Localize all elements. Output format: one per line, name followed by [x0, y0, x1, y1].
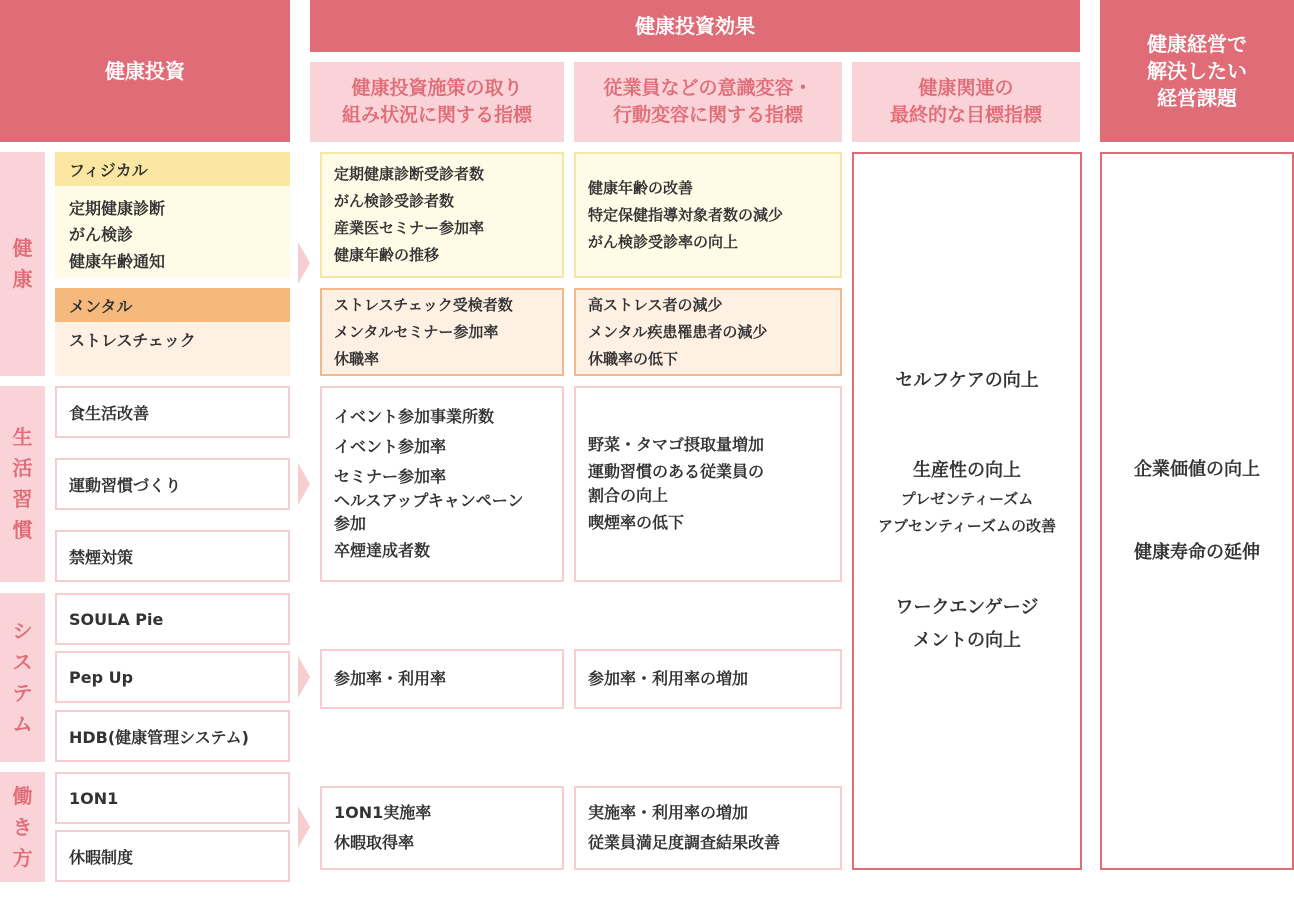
mental-item: ストレスチェック [69, 331, 196, 350]
indicator-line: 健康年齢の推移 [334, 246, 440, 264]
indicator-line: 参加 [334, 513, 367, 533]
indicator-line: 休暇取得率 [334, 833, 415, 852]
system-item-label: Pep Up [69, 667, 134, 687]
subheader-initiative-indicators [310, 62, 564, 142]
final-target-indicators [852, 152, 1082, 870]
indicator-line: イベント参加事業所数 [334, 407, 495, 427]
subheader-line: 行動変容に関する指標 [612, 104, 803, 126]
category-char: 康 [12, 267, 33, 291]
indicator-line: 産業医セミナー参加率 [334, 219, 485, 237]
indicator-line: 高ストレス者の減少 [588, 295, 723, 314]
arrow-right-icon [298, 463, 310, 505]
goal-engagement-line: ワークエンゲージ [895, 597, 1039, 619]
indicator-line: 休職率 [334, 349, 380, 368]
mental-label [55, 288, 290, 322]
header-management-line: 経営課題 [1157, 85, 1237, 110]
indicator-system-awareness [574, 649, 842, 709]
indicator-line: イベント参加率 [334, 437, 447, 456]
goal-absenteeism: アブセンティーズムの改善 [878, 517, 1056, 536]
header-effect-label: 健康投資効果 [635, 13, 755, 38]
system-item-soula-pie [55, 593, 290, 645]
mental-items [55, 322, 290, 376]
category-char: 健 [12, 236, 33, 260]
physical-item: 定期健康診断 [69, 199, 166, 218]
subheader-line: 組み状況に関する指標 [341, 104, 532, 126]
lifestyle-item-label: 食生活改善 [69, 403, 150, 423]
physical-item: がん検診 [69, 225, 134, 245]
indicator-work-awareness [574, 786, 842, 870]
category-health [0, 152, 45, 376]
indicator-line: 実施率・利用率の増加 [588, 802, 749, 822]
goal-healthy-life-expectancy: 健康寿命の延伸 [1134, 542, 1260, 563]
indicator-line: 1ON1実施率 [334, 802, 432, 822]
category-char: シ [12, 618, 33, 643]
goal-self-care: セルフケアの向上 [895, 370, 1039, 392]
goal-productivity: 生産性の向上 [913, 459, 1021, 481]
goal-engagement-line: メントの向上 [913, 629, 1021, 651]
indicator-line: 運動習慣のある従業員の [588, 462, 765, 481]
category-char: テ [12, 680, 33, 705]
indicator-line: 喫煙率の低下 [588, 513, 685, 532]
work-item-leave-system [55, 830, 290, 882]
indicator-line: 休職率の低下 [588, 349, 679, 368]
indicator-line: 健康年齢の改善 [588, 178, 694, 197]
goal-presenteeism: プレゼンティーズム [900, 490, 1034, 509]
physical-items [55, 186, 290, 278]
indicator-lifestyle-initiative [320, 386, 564, 582]
lifestyle-item-smoking [55, 530, 290, 582]
mental-label-text: メンタル [69, 296, 133, 316]
indicator-line: がん検診受診率の向上 [588, 232, 739, 251]
indicator-line: セミナー参加率 [334, 466, 447, 486]
subheader-line: 健康投資施策の取り [351, 77, 523, 100]
subheader-line: 従業員などの意識変容・ [603, 77, 813, 100]
lifestyle-item-exercise [55, 458, 290, 510]
subheader-awareness-indicators [574, 62, 842, 142]
indicator-line: 従業員満足度調査結果改善 [588, 833, 781, 852]
work-item-1on1 [55, 772, 290, 824]
category-char: 習 [12, 487, 33, 511]
work-item-label: 1ON1 [69, 788, 119, 808]
subheader-line: 健康関連の [918, 77, 1014, 100]
arrow-right-icon [298, 242, 310, 284]
indicator-line: 定期健康診断受診者数 [334, 165, 485, 183]
system-item-pep-up [55, 651, 290, 703]
system-item-label: HDB(健康管理システム) [69, 727, 249, 747]
header-management-line: 健康経営で [1147, 31, 1247, 56]
management-goals [1100, 152, 1294, 870]
indicator-work-initiative [320, 786, 564, 870]
category-char: き [12, 814, 33, 839]
header-health-investment-label: 健康投資 [105, 58, 185, 83]
system-item-hdb [55, 710, 290, 762]
indicator-line: 割合の向上 [588, 486, 669, 505]
indicator-lifestyle-awareness [574, 386, 842, 582]
header-management-line: 解決したい [1147, 58, 1247, 83]
category-system [0, 593, 45, 762]
category-char: 生 [12, 425, 33, 449]
indicator-line: 卒煙達成者数 [334, 540, 431, 560]
category-char: ス [12, 649, 33, 674]
lifestyle-item-label: 禁煙対策 [69, 547, 134, 567]
category-char: ム [12, 711, 33, 736]
category-char: 働 [12, 783, 33, 808]
physical-item: 健康年齢通知 [69, 251, 166, 271]
indicator-mental-initiative [320, 288, 564, 376]
work-item-label: 休暇制度 [69, 847, 134, 867]
indicator-line: 参加率・利用率の増加 [588, 668, 749, 688]
indicator-line: 参加率・利用率 [334, 668, 447, 688]
arrow-right-icon [298, 656, 310, 698]
header-health-investment-effect [310, 0, 1080, 52]
subheader-line: 最終的な目標指標 [889, 104, 1042, 126]
header-health-investment [0, 0, 290, 142]
category-char: 慣 [12, 518, 33, 542]
indicator-mental-awareness [574, 288, 842, 376]
physical-label [55, 152, 290, 186]
system-item-label: SOULA Pie [69, 609, 164, 629]
physical-label-text: フィジカル [69, 160, 148, 180]
category-char: 方 [12, 845, 33, 870]
indicator-line: ストレスチェック受検者数 [334, 295, 513, 314]
indicator-line: メンタル疾患罹患者の減少 [588, 322, 768, 341]
lifestyle-item-label: 運動習慣づくり [69, 475, 182, 495]
lifestyle-item-diet [55, 386, 290, 438]
indicator-system-initiative [320, 649, 564, 709]
indicator-line: メンタルセミナー参加率 [334, 322, 499, 341]
category-char: 活 [12, 456, 33, 480]
indicator-physical-initiative [320, 152, 564, 278]
indicator-physical-awareness [574, 152, 842, 278]
arrow-right-icon [298, 806, 310, 848]
indicator-line: 特定保健指導対象者数の減少 [588, 205, 784, 224]
indicator-line: ヘルスアップキャンペーン [334, 491, 524, 511]
goal-corporate-value: 企業価値の向上 [1134, 458, 1260, 480]
indicator-line: 野菜・タマゴ摂取量増加 [588, 434, 765, 454]
subheader-final-indicators [852, 62, 1080, 142]
header-management-issues [1100, 0, 1294, 142]
indicator-line: がん検診受診者数 [334, 192, 455, 210]
category-lifestyle [0, 386, 45, 582]
category-work-style [0, 772, 45, 882]
